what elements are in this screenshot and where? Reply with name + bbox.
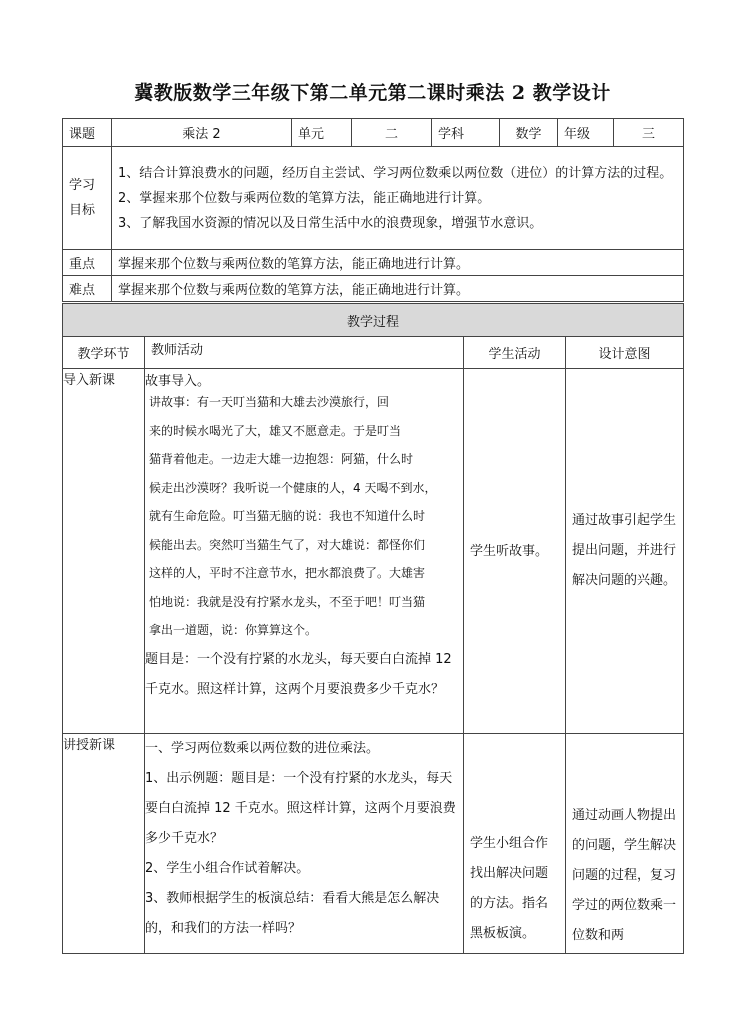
process-table: [62, 303, 684, 954]
story-line: 候能出去。突然叮当猫生气了，对大雄说：都怪你们: [149, 537, 426, 552]
teacher-line: 1、出示例题：题目是：一个没有拧紧的水龙头，每天要白白流掉 12 千克水。照这样计算，这两个月要浪费多少千克水？: [145, 771, 456, 846]
intent-cell: 通过故事引起学生提出问题，并进行解决问题的兴趣。: [566, 369, 684, 734]
story-text: [145, 388, 463, 645]
header-student: 学生活动: [464, 337, 566, 369]
process-heading: 教学过程: [63, 304, 684, 337]
course-value: 乘法 2: [112, 119, 292, 147]
process-header-row: [63, 337, 684, 369]
teacher-cell: [145, 369, 464, 734]
teacher-line: 2、学生小组合作试着解决。: [145, 861, 310, 876]
page-title: 冀教版数学三年级下第二单元第二课时乘法 2 教学设计: [134, 82, 611, 104]
story-line: 拿出一道题，说：你算算这个。: [149, 623, 318, 637]
header-intent: 设计意图: [566, 337, 684, 369]
difficult-point-row: [63, 276, 684, 302]
process-row: [63, 369, 684, 734]
story-line: 就有生命危险。叮当猫无脑的说：我也不知道什么时: [149, 509, 426, 523]
key-point-text: 掌握来那个位数与乘两位数的笔算方法，能正确地进行计算。: [112, 250, 684, 276]
key-point-label: 重点: [63, 250, 112, 276]
key-point-row: [63, 250, 684, 276]
info-row: [63, 119, 684, 147]
course-label: 课题: [63, 119, 112, 147]
story-line: 怕地说：我就是没有拧紧水龙头，不至于吧！叮当猫: [149, 594, 426, 609]
teacher-cell: [145, 734, 464, 954]
process-heading-row: [63, 304, 684, 337]
goal-item: 3、了解我国水资源的情况以及日常生活中水的浪费现象，增强节水意识。: [118, 215, 543, 231]
teacher-line: 故事导入。: [145, 374, 211, 389]
grade-value: 三: [614, 119, 684, 147]
stage-cell: 导入新课: [63, 369, 145, 734]
goal-item: 2、掌握来那个位数与乘两位数的笔算方法，能正确地进行计算。: [118, 190, 491, 206]
teacher-line: 3、教师根据学生的板演总结：看看大熊是怎么解决的，和我们的方法一样吗？: [145, 891, 440, 936]
stage-cell: 讲授新课: [63, 734, 145, 954]
unit-label: 单元: [292, 119, 352, 147]
intent-cell: 通过动画人物提出的问题，学生解决问题的过程，复习学过的两位数乘一位数和两: [566, 734, 684, 954]
story-line: 猫背着他走。一边走大雄一边抱怨：阿猫，什么时: [149, 452, 414, 466]
unit-value: 二: [352, 119, 432, 147]
header-teacher: 教师活动: [145, 337, 464, 369]
story-line: 来的时候水喝光了大，雄又不愿意走。于是叮当: [149, 423, 402, 438]
story-line: 讲故事：有一天叮当猫和大雄去沙漠旅行，回: [149, 395, 390, 409]
goals-row: [63, 147, 684, 250]
student-cell: 学生小组合作找出解决问题的方法。指名黑板板演。: [464, 734, 566, 954]
goals-label-line2: 目标: [69, 203, 96, 218]
goal-item: 1、结合计算浪费水的问题，经历自主尝试、学习两位数乘以两位数（进位）的计算方法的过程。: [118, 165, 673, 181]
story-line: 候走出沙漠呀？我听说一个健康的人，4 天喝不到水，: [149, 480, 437, 495]
story-line: 这样的人，平时不注意节水，把水都浪费了。大雄害: [149, 566, 426, 580]
subject-label: 学科: [432, 119, 500, 147]
difficult-point-label: 难点: [63, 276, 112, 302]
goals-label: [63, 147, 112, 250]
difficult-point-text: 掌握来那个位数与乘两位数的笔算方法，能正确地进行计算。: [112, 276, 684, 302]
student-cell: 学生听故事。: [464, 369, 566, 734]
teacher-line: 题目是：一个没有拧紧的水龙头，每天要白白流掉 12 千克水。照这样计算，这两个月要浪费多少千克水？: [145, 651, 452, 697]
header-stage: 教学环节: [63, 337, 145, 369]
teacher-line: 一、学习两位数乘以两位数的进位乘法。: [145, 741, 380, 756]
goals-label-line1: 学习: [69, 178, 96, 193]
goals-content: [112, 147, 684, 250]
process-row: [63, 734, 684, 954]
grade-label: 年级: [558, 119, 614, 147]
subject-value: 数学: [500, 119, 558, 147]
info-table: [62, 118, 684, 302]
